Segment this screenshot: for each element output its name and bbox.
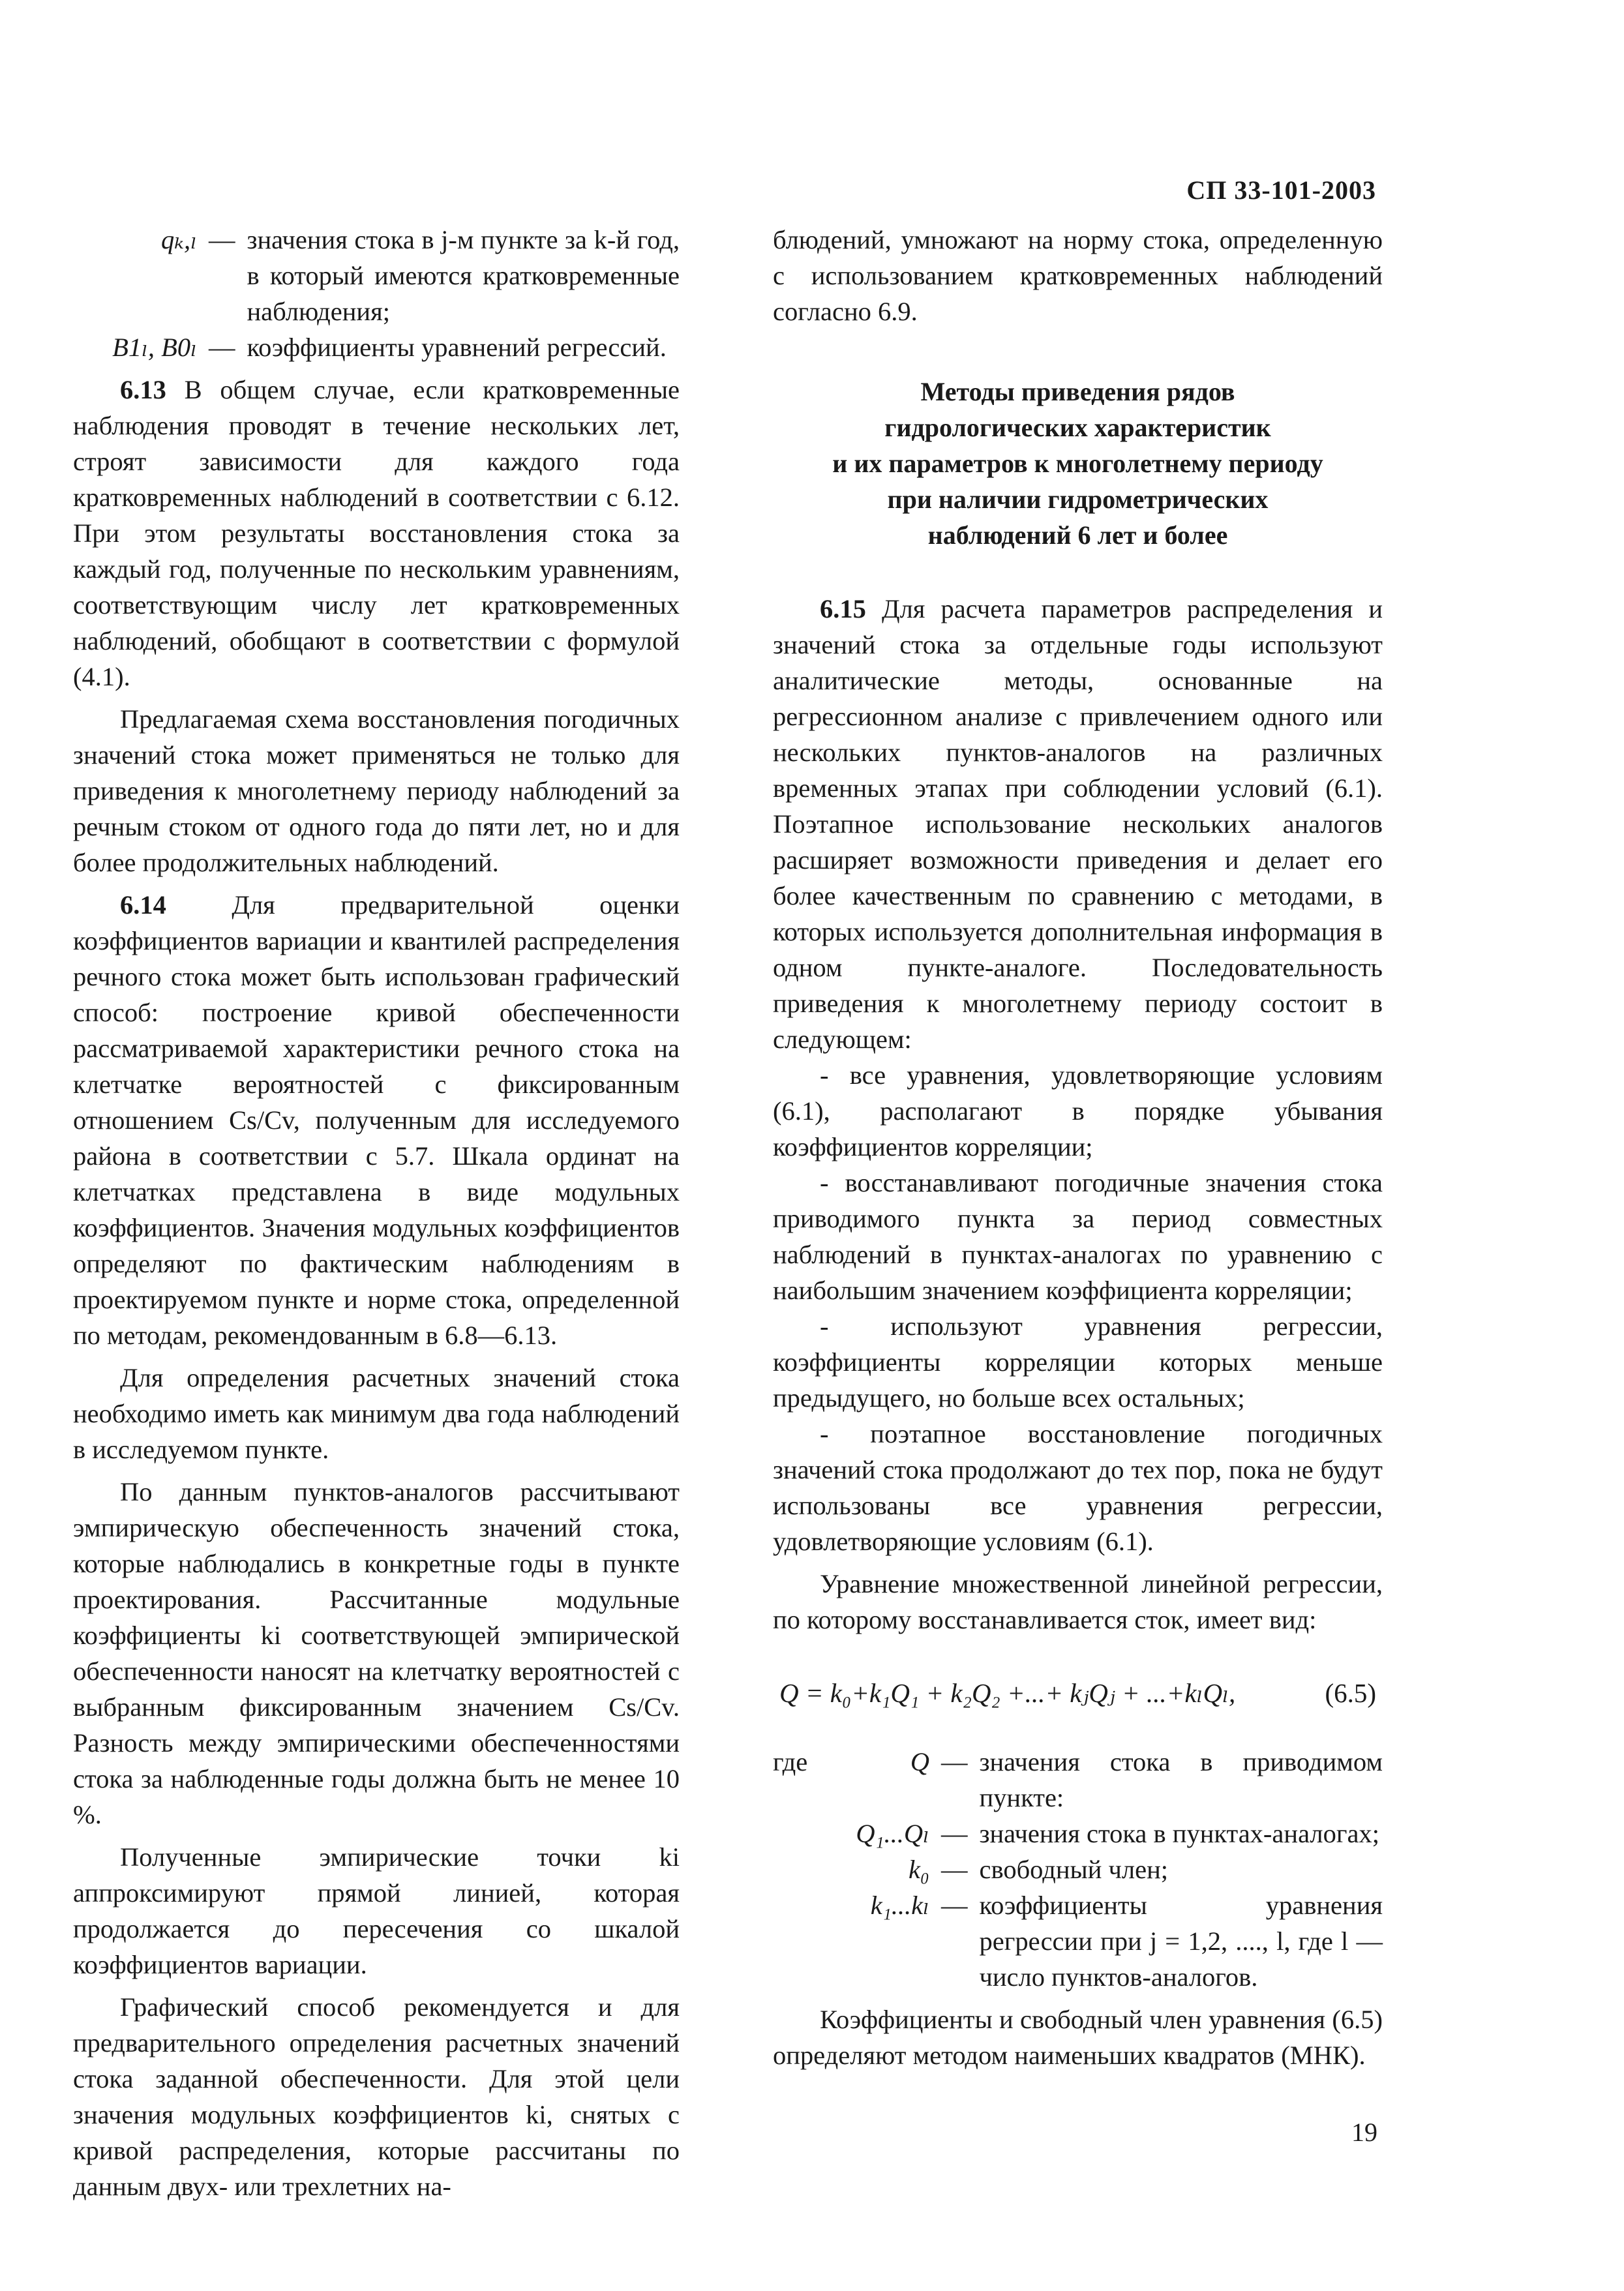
definition-text: значения стока в j-м пункте за k-й год, в который имеются кратковременные наблюдения; [247, 225, 680, 326]
definition-text: коэффициенты уравнений регрессий. [247, 333, 667, 362]
definition-row [835, 1851, 1383, 1887]
section-title-line: гидрологических характеристик [884, 413, 1271, 442]
definition-symbol: qₖ,ₗ [161, 225, 197, 254]
paragraph-scheme: Предлагаемая схема восстановления погодичных значений стока может применяться не только для приведения к многолетнему периоду наблюдений за речным стоком от одного года до пяти лет, но и для более продолжительных наблюдений. [73, 704, 680, 877]
page-number: 19 [1351, 2118, 1377, 2147]
paragraph-number: 6.15 [820, 594, 866, 623]
left-column [73, 222, 680, 2204]
paragraph-calc: Для определения расчетных значений стока необходимо иметь как минимум два года наблюдений в исследуемом пункте. [73, 1363, 680, 1464]
right-column [773, 222, 1383, 2073]
where-block [773, 1744, 1383, 1995]
list-item: - все уравнения, удовлетворяющие условиям (6.1), располагают в порядке убывания коэффициентов корреляции; [773, 1060, 1383, 1161]
definition-row [835, 1816, 1383, 1851]
definition-symbol: B1ₗ, B0ₗ [112, 333, 197, 362]
paragraph-mnk: Коэффициенты и свободный член уравнения (6.5) определяют методом наименьших квадратов (МНК). [773, 2005, 1383, 2070]
definition-symbol: k₀ [908, 1855, 929, 1884]
list-item: - поэтапное восстановление погодичных значений стока продолжают до тех пор, пока не будут использованы все уравнения регрессии, удовлетворяющие условиям (6.1). [773, 1419, 1383, 1556]
equation-6-5 [773, 1675, 1383, 1711]
paragraph-points: Полученные эмпирические точки ki аппроксимируют прямой линией, которая продолжается до пересечения со шкалой коэффициентов вариации. [73, 1842, 680, 1979]
section-title-line: и их параметров к многолетнему периоду [832, 449, 1323, 478]
where-label: где [773, 1747, 808, 1776]
paragraph-6-14 [73, 887, 680, 1353]
equation-body: Q = k₀+k₁Q₁ + k₂Q₂ +...+ kⱼQⱼ + ...+kₗQₗ, [779, 1678, 1236, 1708]
equation-number: (6.5) [1325, 1678, 1376, 1708]
definition-text: значения стока в пунктах-аналогах; [979, 1819, 1379, 1848]
paragraph-text: В общем случае, если кратковременные наблюдения проводят в течение нескольких лет, строят зависимости для каждого года кратковременных наблюдений в соответствии с 6.12. При этом результаты восстановления стока за каждый год, полученные по нескольким уравнениям, соответствующим числу лет кратковременных наблюдений, обобщают в соответствии с формулой (4.1). [73, 375, 680, 691]
definition-row [835, 1887, 1383, 1995]
section-title-line: при наличии гидрометрических [887, 485, 1269, 514]
paragraph-equation-intro: Уравнение множественной линейной регрессии, по которому восстанавливается сток, имеет вид: [773, 1569, 1383, 1634]
paragraph-text: Для расчета параметров распределения и значений стока за отдельные годы используют аналитические методы, основанные на регрессионном анализе с привлечением одного или нескольких пунктов-аналогов на различных временных этапах при соблюдении условий (6.1). Поэтапное использование нескольких аналогов расширяет возможности приведения и делает его более качественным по сравнению с методами, в которых используется дополнительная информация в одном пункте-аналоге. Последовательность приведения к многолетнему периоду состоит в следующем: [773, 594, 1383, 1054]
list-item: - восстанавливают погодичные значения стока приводимого пункта за период совместных наблюдений в пунктах-аналогах по уравнению с наибольшим значением коэффициента корреляции; [773, 1168, 1383, 1305]
list-item: - используют уравнения регрессии, коэффициенты корреляции которых меньше предыдущего, но больше всех остальных; [773, 1311, 1383, 1413]
symbol-definitions [73, 222, 680, 365]
definition-row [73, 222, 680, 329]
definition-text: коэффициенты уравнения регрессии при j = 1,2, ...., l, где l — число пунктов-аналогов. [979, 1891, 1383, 1992]
paragraph-continuation: блюдений, умножают на норму стока, определенную с использованием кратковременных наблюдений согласно 6.9. [773, 225, 1383, 326]
definition-dash: — [941, 1819, 968, 1848]
definition-dash: — [941, 1747, 968, 1776]
section-title-line: наблюдений 6 лет и более [927, 520, 1228, 550]
paragraph-graph: Графический способ рекомендуется и для предварительного определения расчетных значений стока заданной обеспеченности. Для этой цели значения модульных коэффициентов ki, снятых с кривой распределения, которые рассчитаны по данным двух- или трехлетних на- [73, 1992, 680, 2201]
where-definitions [835, 1744, 1383, 1995]
definition-symbol: k₁...kₗ [870, 1891, 929, 1920]
definition-row [835, 1744, 1383, 1816]
document-code: СП 33-101-2003 [1186, 175, 1376, 205]
paragraph-analog: По данным пунктов-аналогов рассчитывают эмпирическую обеспеченность значений стока, которые наблюдались в конкретные годы в пункте проектирования. Рассчитанные модульные коэффициенты ki соответствующей эмпирической обеспеченности наносят на клетчатку вероятностей с выбранным фиксированным значением Cs/Cv. Разность между эмпирическими обеспеченностями стока за наблюденные годы должна быть не менее 10 %. [73, 1477, 680, 1829]
paragraph-number: 6.13 [120, 375, 166, 404]
definition-row [73, 329, 680, 365]
definition-dash: — [941, 1891, 968, 1920]
definition-symbol: Q [910, 1747, 929, 1776]
paragraph-text: Для предварительной оценки коэффициентов вариации и квантилей распределения речного стока может быть использован графический способ: построение кривой обеспеченности рассматриваемой характеристики речного стока на клетчатке вероятностей с фиксированным отношением Cs/Cv, полученным для исследуемого района в соответствии с 5.7. Шкала ординат на клетчатках представлена в виде модульных коэффициентов. Значения модульных коэффициентов определяют по фактическим наблюдениям в проектируемом пункте и норме стока, определенной по методам, рекомендованным в 6.8—6.13. [73, 890, 680, 1350]
definition-symbol: Q₁...Qₗ [856, 1819, 929, 1848]
section-title-line: Методы приведения рядов [920, 377, 1235, 406]
paragraph-6-15 [773, 591, 1383, 1057]
definition-dash: — [209, 333, 235, 362]
definition-dash: — [209, 225, 235, 254]
definition-text: свободный член; [979, 1855, 1169, 1884]
definition-text: значения стока в приводимом пункте: [979, 1747, 1383, 1812]
paragraph-number: 6.14 [120, 890, 166, 920]
definition-dash: — [941, 1855, 968, 1884]
section-title [786, 374, 1370, 553]
paragraph-6-13 [73, 372, 680, 695]
